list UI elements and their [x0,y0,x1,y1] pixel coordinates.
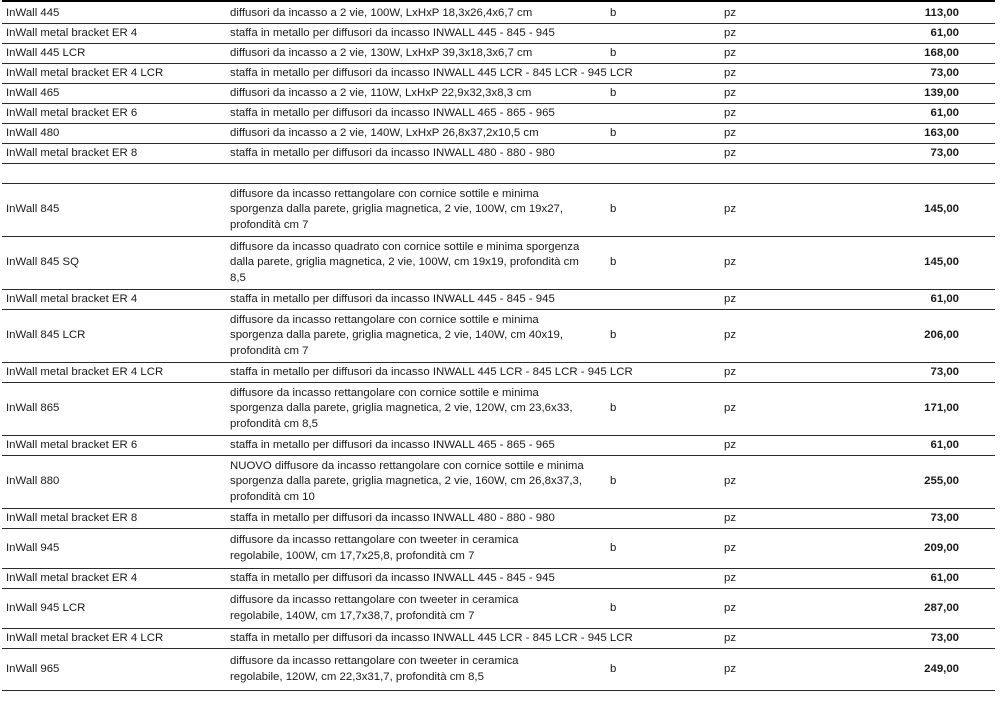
product-description: staffa in metallo per diffusori da incasso INWALL 445 LCR - 845 LCR - 945 LCR [230,365,633,378]
price-table [2,4,995,691]
product-name: InWall metal bracket ER 4 [6,571,138,584]
product-description: diffusore da incasso rettangolare con cornice sottile e minima sporgenza dalla parete, griglia magnetica, 2 vie, 120W, cm 23,6x33, profondità cm 8,5 [230,386,573,430]
table-row [2,4,995,24]
product-price: 73,00 [930,365,959,378]
product-description: staffa in metallo per diffusori da incasso INWALL 465 - 865 - 965 [230,438,555,451]
product-name: InWall metal bracket ER 6 [6,106,138,119]
product-code: b [610,475,617,488]
table-row [2,290,995,310]
product-description: staffa in metallo per diffusori da incasso INWALL 465 - 865 - 965 [230,106,555,119]
product-name: InWall 945 LCR [6,601,86,614]
product-price: 73,00 [930,66,959,79]
product-description: staffa in metallo per diffusori da incasso INWALL 445 - 845 - 945 [230,26,555,39]
product-code: b [610,46,617,59]
product-description: diffusori da incasso a 2 vie, 140W, LxHxP 26,8x37,2x10,5 cm [230,126,539,139]
product-description [230,164,610,183]
product-name: InWall 965 [6,662,60,675]
product-unit: pz [724,365,737,378]
product-code [610,144,640,163]
product-description: diffusore da incasso rettangolare con tweeter in ceramica regolabile, 100W, cm 17,7x25,8, profondità cm 7 [230,534,519,562]
product-unit: pz [724,86,737,99]
product-code [610,569,640,588]
product-description: diffusore da incasso rettangolare con cornice sottile e minima sporgenza dalla parete, griglia magnetica, 2 vie, 100W, cm 19x27, profondità cm 7 [230,187,564,231]
product-price: 249,00 [924,662,959,675]
product-name: InWall metal bracket ER 8 [6,146,138,159]
product-name: InWall 480 [6,126,60,139]
product-name: InWall metal bracket ER 4 LCR [6,365,164,378]
product-unit: pz [724,66,737,79]
table-row [2,124,995,144]
product-description: diffusori da incasso a 2 vie, 110W, LxHxP 22,9x32,3x8,3 cm [230,86,532,99]
product-name: InWall metal bracket ER 4 LCR [6,631,164,644]
product-code: b [610,126,617,139]
product-name: InWall metal bracket ER 4 [6,26,138,39]
table-row [2,456,995,509]
product-code [610,64,640,83]
product-unit: pz [724,46,737,59]
product-price: 61,00 [930,26,959,39]
table-row [2,383,995,436]
product-unit: pz [724,126,737,139]
table-row [2,629,995,649]
product-unit: pz [724,571,737,584]
table-row [2,569,995,589]
product-price: 61,00 [930,571,959,584]
table-row [2,363,995,383]
product-name: InWall metal bracket ER 8 [6,511,138,524]
product-description: diffusori da incasso a 2 vie, 130W, LxHxP 39,3x18,3x6,7 cm [230,46,533,59]
product-name: InWall 445 [6,6,60,19]
product-description: staffa in metallo per diffusori da incasso INWALL 445 - 845 - 945 [230,292,555,305]
product-price: 61,00 [930,106,959,119]
product-price: 139,00 [924,86,959,99]
product-price: 145,00 [924,203,959,216]
product-code [610,104,640,123]
table-row [2,84,995,104]
product-name: InWall 845 SQ [6,256,80,269]
product-name [6,164,226,183]
product-description: diffusore da incasso rettangolare con tweeter in ceramica regolabile, 120W, cm 22,3x31,7, profondità cm 8,5 [230,655,519,683]
product-unit: pz [724,106,737,119]
product-code [610,290,640,309]
product-name: InWall 445 LCR [6,46,86,59]
product-unit: pz [724,631,737,644]
product-description: staffa in metallo per diffusori da incasso INWALL 445 LCR - 845 LCR - 945 LCR [230,631,633,644]
product-unit: pz [724,662,737,675]
product-unit: pz [724,511,737,524]
product-unit: pz [724,203,737,216]
product-unit: pz [724,541,737,554]
table-row [2,589,995,629]
product-unit: pz [724,601,737,614]
product-price: 145,00 [924,256,959,269]
table-row [2,24,995,44]
product-description: diffusori da incasso a 2 vie, 100W, LxHxP 18,3x26,4x6,7 cm [230,6,533,19]
table-row [2,649,995,691]
product-code: b [610,329,617,342]
product-code: b [610,541,617,554]
product-price: 287,00 [924,601,959,614]
product-description: staffa in metallo per diffusori da incasso INWALL 445 LCR - 845 LCR - 945 LCR [230,66,633,79]
product-unit: pz [724,6,737,19]
product-name: InWall 945 [6,541,60,554]
product-description: diffusore da incasso quadrato con cornice sottile e minima sporgenza dalla parete, griglia magnetica, 2 vie, 100W, cm 19x19, profondità cm 8,5 [230,240,580,284]
product-price: 206,00 [924,329,959,342]
table-row [2,436,995,456]
product-code [610,24,640,43]
product-code: b [610,601,617,614]
product-code [610,436,640,455]
product-unit: pz [724,438,737,451]
product-unit: pz [724,292,737,305]
product-unit: pz [724,26,737,39]
product-name: InWall 845 [6,203,60,216]
table-row-spacer [2,164,995,184]
table-row [2,310,995,363]
table-row [2,44,995,64]
product-description: diffusore da incasso rettangolare con tweeter in ceramica regolabile, 140W, cm 17,7x38,7, profondità cm 7 [230,594,519,622]
product-price: 61,00 [930,438,959,451]
product-description: NUOVO diffusore da incasso rettangolare con cornice sottile e minima sporgenza dalla parete, griglia magnetica, 2 vie, 160W, cm 26,8x37,3, profondità cm 10 [230,459,584,503]
product-code: b [610,6,617,19]
product-price [839,164,959,183]
product-code: b [610,402,617,415]
product-price: 255,00 [924,475,959,488]
product-name: InWall metal bracket ER 6 [6,438,138,451]
table-row [2,144,995,164]
product-description: staffa in metallo per diffusori da incasso INWALL 480 - 880 - 980 [230,511,555,524]
product-price: 163,00 [924,126,959,139]
product-code: b [610,256,617,269]
table-row [2,64,995,84]
product-price: 209,00 [924,541,959,554]
product-unit: pz [724,256,737,269]
top-rule [2,0,995,2]
product-price: 73,00 [930,631,959,644]
product-price: 73,00 [930,511,959,524]
product-description: staffa in metallo per diffusori da incasso INWALL 445 - 845 - 945 [230,571,555,584]
product-unit: pz [724,475,737,488]
product-name: InWall 880 [6,475,60,488]
product-description: staffa in metallo per diffusori da incasso INWALL 480 - 880 - 980 [230,146,555,159]
product-unit: pz [724,146,737,159]
product-unit: pz [724,329,737,342]
product-code [610,629,640,648]
product-code: b [610,86,617,99]
product-name: InWall metal bracket ER 4 LCR [6,66,164,79]
product-code [610,363,640,382]
product-price: 171,00 [924,402,959,415]
table-row [2,509,995,529]
table-row [2,184,995,237]
product-code: b [610,203,617,216]
product-unit [724,164,764,183]
product-price: 168,00 [924,46,959,59]
product-name: InWall 865 [6,402,60,415]
product-description: diffusore da incasso rettangolare con cornice sottile e minima sporgenza dalla parete, griglia magnetica, 2 vie, 140W, cm 40x19, profondità cm 7 [230,313,564,357]
product-price: 73,00 [930,146,959,159]
product-code [610,164,640,183]
product-name: InWall 845 LCR [6,329,86,342]
table-row [2,237,995,290]
product-price: 113,00 [924,6,959,19]
product-code [610,509,640,528]
table-row [2,104,995,124]
product-name: InWall metal bracket ER 4 [6,292,138,305]
table-row [2,529,995,569]
product-name: InWall 465 [6,86,60,99]
product-code: b [610,662,617,675]
product-unit: pz [724,402,737,415]
product-price: 61,00 [930,292,959,305]
